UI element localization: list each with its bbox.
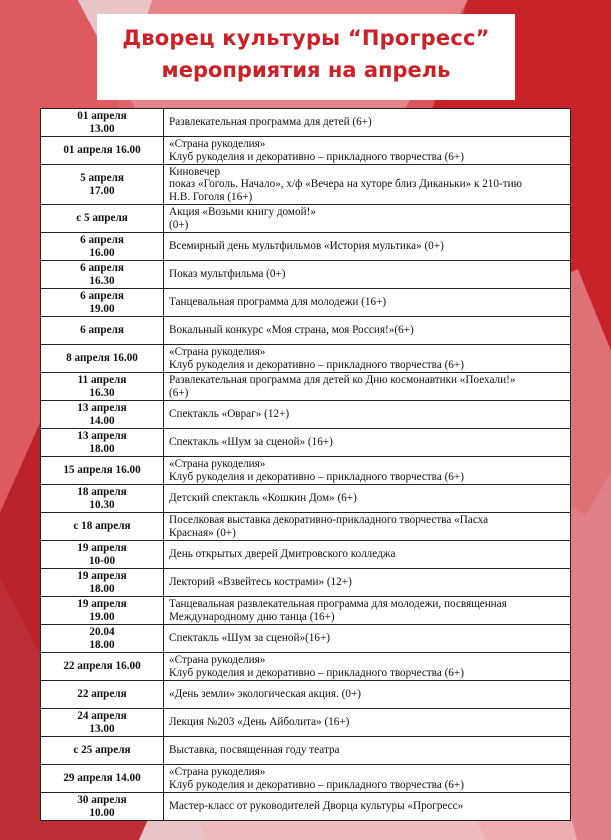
event-date [41, 793, 164, 821]
event-description-line: Акция «Возьми книгу домой!» [169, 206, 316, 218]
event-date-line: 10-00 [88, 554, 116, 567]
event-date [41, 737, 164, 765]
event-description-line: Клуб рукоделия и декоративно – прикладного творчества (6+) [169, 778, 464, 791]
event-description [164, 233, 571, 261]
event-date-line: 14.00 [89, 414, 115, 427]
event-description-line: День открытых дверей Дмитровского колледжа [169, 548, 396, 561]
table-row [41, 793, 571, 821]
event-date-line: 8 апреля 16.00 [66, 352, 138, 365]
event-date-line: 15 апреля 16.00 [63, 464, 141, 477]
table-row [41, 233, 571, 261]
event-description-line: Выставка, посвященная году театра [169, 744, 340, 757]
table-row [41, 165, 571, 205]
event-description [164, 765, 571, 793]
page-subtitle: мероприятия на апрель [161, 58, 451, 82]
event-date [41, 681, 164, 709]
event-date-line: 19 апреля [77, 570, 127, 582]
event-description [164, 261, 571, 289]
event-description-line: Вокальный конкурс «Моя страна, моя Россия!»(6+) [169, 324, 414, 337]
event-date [41, 709, 164, 737]
event-date-line: с 5 апреля [76, 212, 128, 225]
event-date-line: 6 апреля [80, 324, 124, 337]
event-date-line: 17.00 [89, 184, 115, 197]
event-date [41, 289, 164, 317]
event-description-line: Клуб рукоделия и декоративно – прикладного творчества (6+) [169, 358, 464, 371]
event-date [41, 653, 164, 681]
event-date [41, 373, 164, 401]
event-date-line: 13 апреля [77, 430, 127, 442]
event-date-line: 19.00 [89, 610, 115, 623]
table-row [41, 457, 571, 485]
event-description [164, 373, 571, 401]
event-date [41, 485, 164, 513]
event-description-line: «День земли» экологическая акция. (0+) [169, 688, 361, 701]
event-date-line: 18.00 [89, 582, 115, 595]
event-description-line: Международному дню танца (16+) [169, 610, 335, 623]
event-description-line: Спектакль «Овраг» (12+) [169, 408, 290, 421]
event-description-line: «Страна рукоделия» [169, 346, 266, 358]
event-description [164, 165, 571, 205]
event-description [164, 317, 571, 345]
event-date [41, 429, 164, 457]
event-description-line: «Страна рукоделия» [169, 766, 266, 778]
table-row [41, 485, 571, 513]
event-date [41, 457, 164, 485]
table-row [41, 597, 571, 625]
event-date [41, 765, 164, 793]
table-row [41, 109, 571, 137]
event-description-line: Н.В. Гоголя (16+) [169, 190, 253, 203]
event-description [164, 597, 571, 625]
event-date-line: 30 апреля [77, 794, 127, 806]
event-date-line: с 18 апреля [73, 520, 131, 533]
event-date-line: 19 апреля [77, 598, 127, 610]
event-description-line: Лекторий «Взвейтесь кострами» (12+) [169, 576, 352, 589]
event-description [164, 345, 571, 373]
table-row [41, 205, 571, 233]
event-date [41, 401, 164, 429]
event-date-line: 18 апреля [77, 486, 127, 498]
event-date [41, 345, 164, 373]
event-date [41, 137, 164, 165]
table-row [41, 653, 571, 681]
event-date [41, 109, 164, 137]
event-date-line: 20.04 [89, 626, 115, 638]
event-date-line: 13 апреля [77, 402, 127, 414]
event-date [41, 541, 164, 569]
event-date-line: 22 апреля 16.00 [63, 660, 141, 673]
event-description-line: Спектакль «Шум за сценой»(16+) [169, 632, 331, 645]
event-description-line: Развлекательная программа для детей (6+) [169, 116, 372, 129]
events-table [40, 108, 571, 821]
event-description-line: Детский спектакль «Кошкин Дом» (6+) [169, 492, 357, 505]
event-description [164, 569, 571, 597]
event-date [41, 597, 164, 625]
table-row [41, 261, 571, 289]
event-description-line: Киновечер [169, 165, 221, 178]
event-description [164, 205, 571, 233]
event-description-line: «Страна рукоделия» [169, 138, 266, 150]
table-row [41, 317, 571, 345]
event-description [164, 653, 571, 681]
event-description [164, 625, 571, 653]
table-row [41, 137, 571, 165]
event-description [164, 429, 571, 457]
event-date-line: 01 апреля 16.00 [63, 144, 141, 157]
event-description-line: Клуб рукоделия и декоративно – прикладного творчества (6+) [169, 150, 464, 163]
event-date-line: 5 апреля [80, 172, 124, 184]
event-date [41, 261, 164, 289]
event-date [41, 569, 164, 597]
event-description [164, 681, 571, 709]
event-date-line: 18.00 [89, 638, 115, 651]
table-row [41, 429, 571, 457]
table-row [41, 401, 571, 429]
event-date [41, 513, 164, 541]
event-date-line: 01 апреля [77, 110, 127, 122]
event-description-line: Танцевальная развлекательная программа для молодежи, посвященная [169, 598, 507, 610]
event-description-line: (6+) [169, 386, 189, 399]
table-row [41, 681, 571, 709]
event-date-line: 13.00 [89, 722, 115, 735]
event-description [164, 401, 571, 429]
event-description-line: показ «Гоголь. Начало», х/ф «Вечера на хуторе близ Диканьки» к 210-тию [169, 178, 522, 191]
event-date-line: 19.00 [89, 302, 115, 315]
event-description [164, 457, 571, 485]
event-description-line: Показ мультфильма (0+) [169, 268, 286, 281]
event-description-line: Развлекательная программа для детей ко Дню космонавтики «Поехали!» [169, 374, 516, 386]
event-description [164, 109, 571, 137]
table-row [41, 513, 571, 541]
event-date [41, 165, 164, 205]
table-row [41, 373, 571, 401]
table-row [41, 625, 571, 653]
event-description-line: Спектакль «Шум за сценой» (16+) [169, 436, 333, 449]
event-date [41, 233, 164, 261]
event-date-line: 6 апреля [80, 290, 124, 302]
event-date-line: 6 апреля [80, 234, 124, 246]
event-description [164, 541, 571, 569]
event-description-line: Танцевальная программа для молодежи (16+) [169, 296, 387, 309]
event-date-line: 18.00 [89, 442, 115, 455]
event-date-line: 22 апреля [77, 688, 127, 701]
table-row [41, 289, 571, 317]
event-date-line: 10.30 [89, 498, 115, 511]
event-description [164, 289, 571, 317]
event-description-line: Клуб рукоделия и декоративно – прикладного творчества (6+) [169, 470, 464, 483]
event-description [164, 137, 571, 165]
event-description [164, 485, 571, 513]
event-date-line: 11 апреля [77, 374, 127, 386]
event-date-line: 10.00 [89, 806, 115, 819]
table-row [41, 765, 571, 793]
event-description-line: Лекция №203 «День Айболита» (16+) [169, 716, 350, 729]
event-date-line: 6 апреля [80, 262, 124, 274]
table-row [41, 541, 571, 569]
title-card [97, 14, 515, 100]
event-date-line: 16.30 [89, 386, 115, 399]
event-date [41, 205, 164, 233]
event-description [164, 737, 571, 765]
event-description-line: (0+) [169, 218, 189, 231]
event-description [164, 709, 571, 737]
table-row [41, 345, 571, 373]
event-description [164, 513, 571, 541]
event-date [41, 317, 164, 345]
event-description-line: Красная» (0+) [169, 526, 236, 539]
event-description-line: Всемирный день мультфильмов «История мультика» (0+) [169, 240, 444, 253]
event-description-line: Мастер-класс от руководителей Дворца культуры «Прогресс» [169, 800, 464, 813]
event-date-line: с 25 апреля [73, 744, 131, 757]
event-description-line: Поселковая выставка декоративно-прикладного творчества «Пасха [169, 514, 489, 526]
event-date-line: 24 апреля [77, 710, 127, 722]
event-date-line: 16.30 [89, 274, 115, 287]
event-description-line: «Страна рукоделия» [169, 458, 266, 470]
table-row [41, 709, 571, 737]
event-date [41, 625, 164, 653]
event-date-line: 19 апреля [77, 542, 127, 554]
event-description-line: «Страна рукоделия» [169, 654, 266, 666]
table-row [41, 569, 571, 597]
event-description-line: Клуб рукоделия и декоративно – прикладного творчества (6+) [169, 666, 464, 679]
event-date-line: 16.00 [89, 246, 115, 259]
event-description [164, 793, 571, 821]
page-title: Дворец культуры “Прогресс” [122, 26, 490, 50]
table-row [41, 737, 571, 765]
event-date-line: 13.00 [89, 122, 115, 135]
event-date-line: 29 апреля 14.00 [63, 772, 141, 785]
